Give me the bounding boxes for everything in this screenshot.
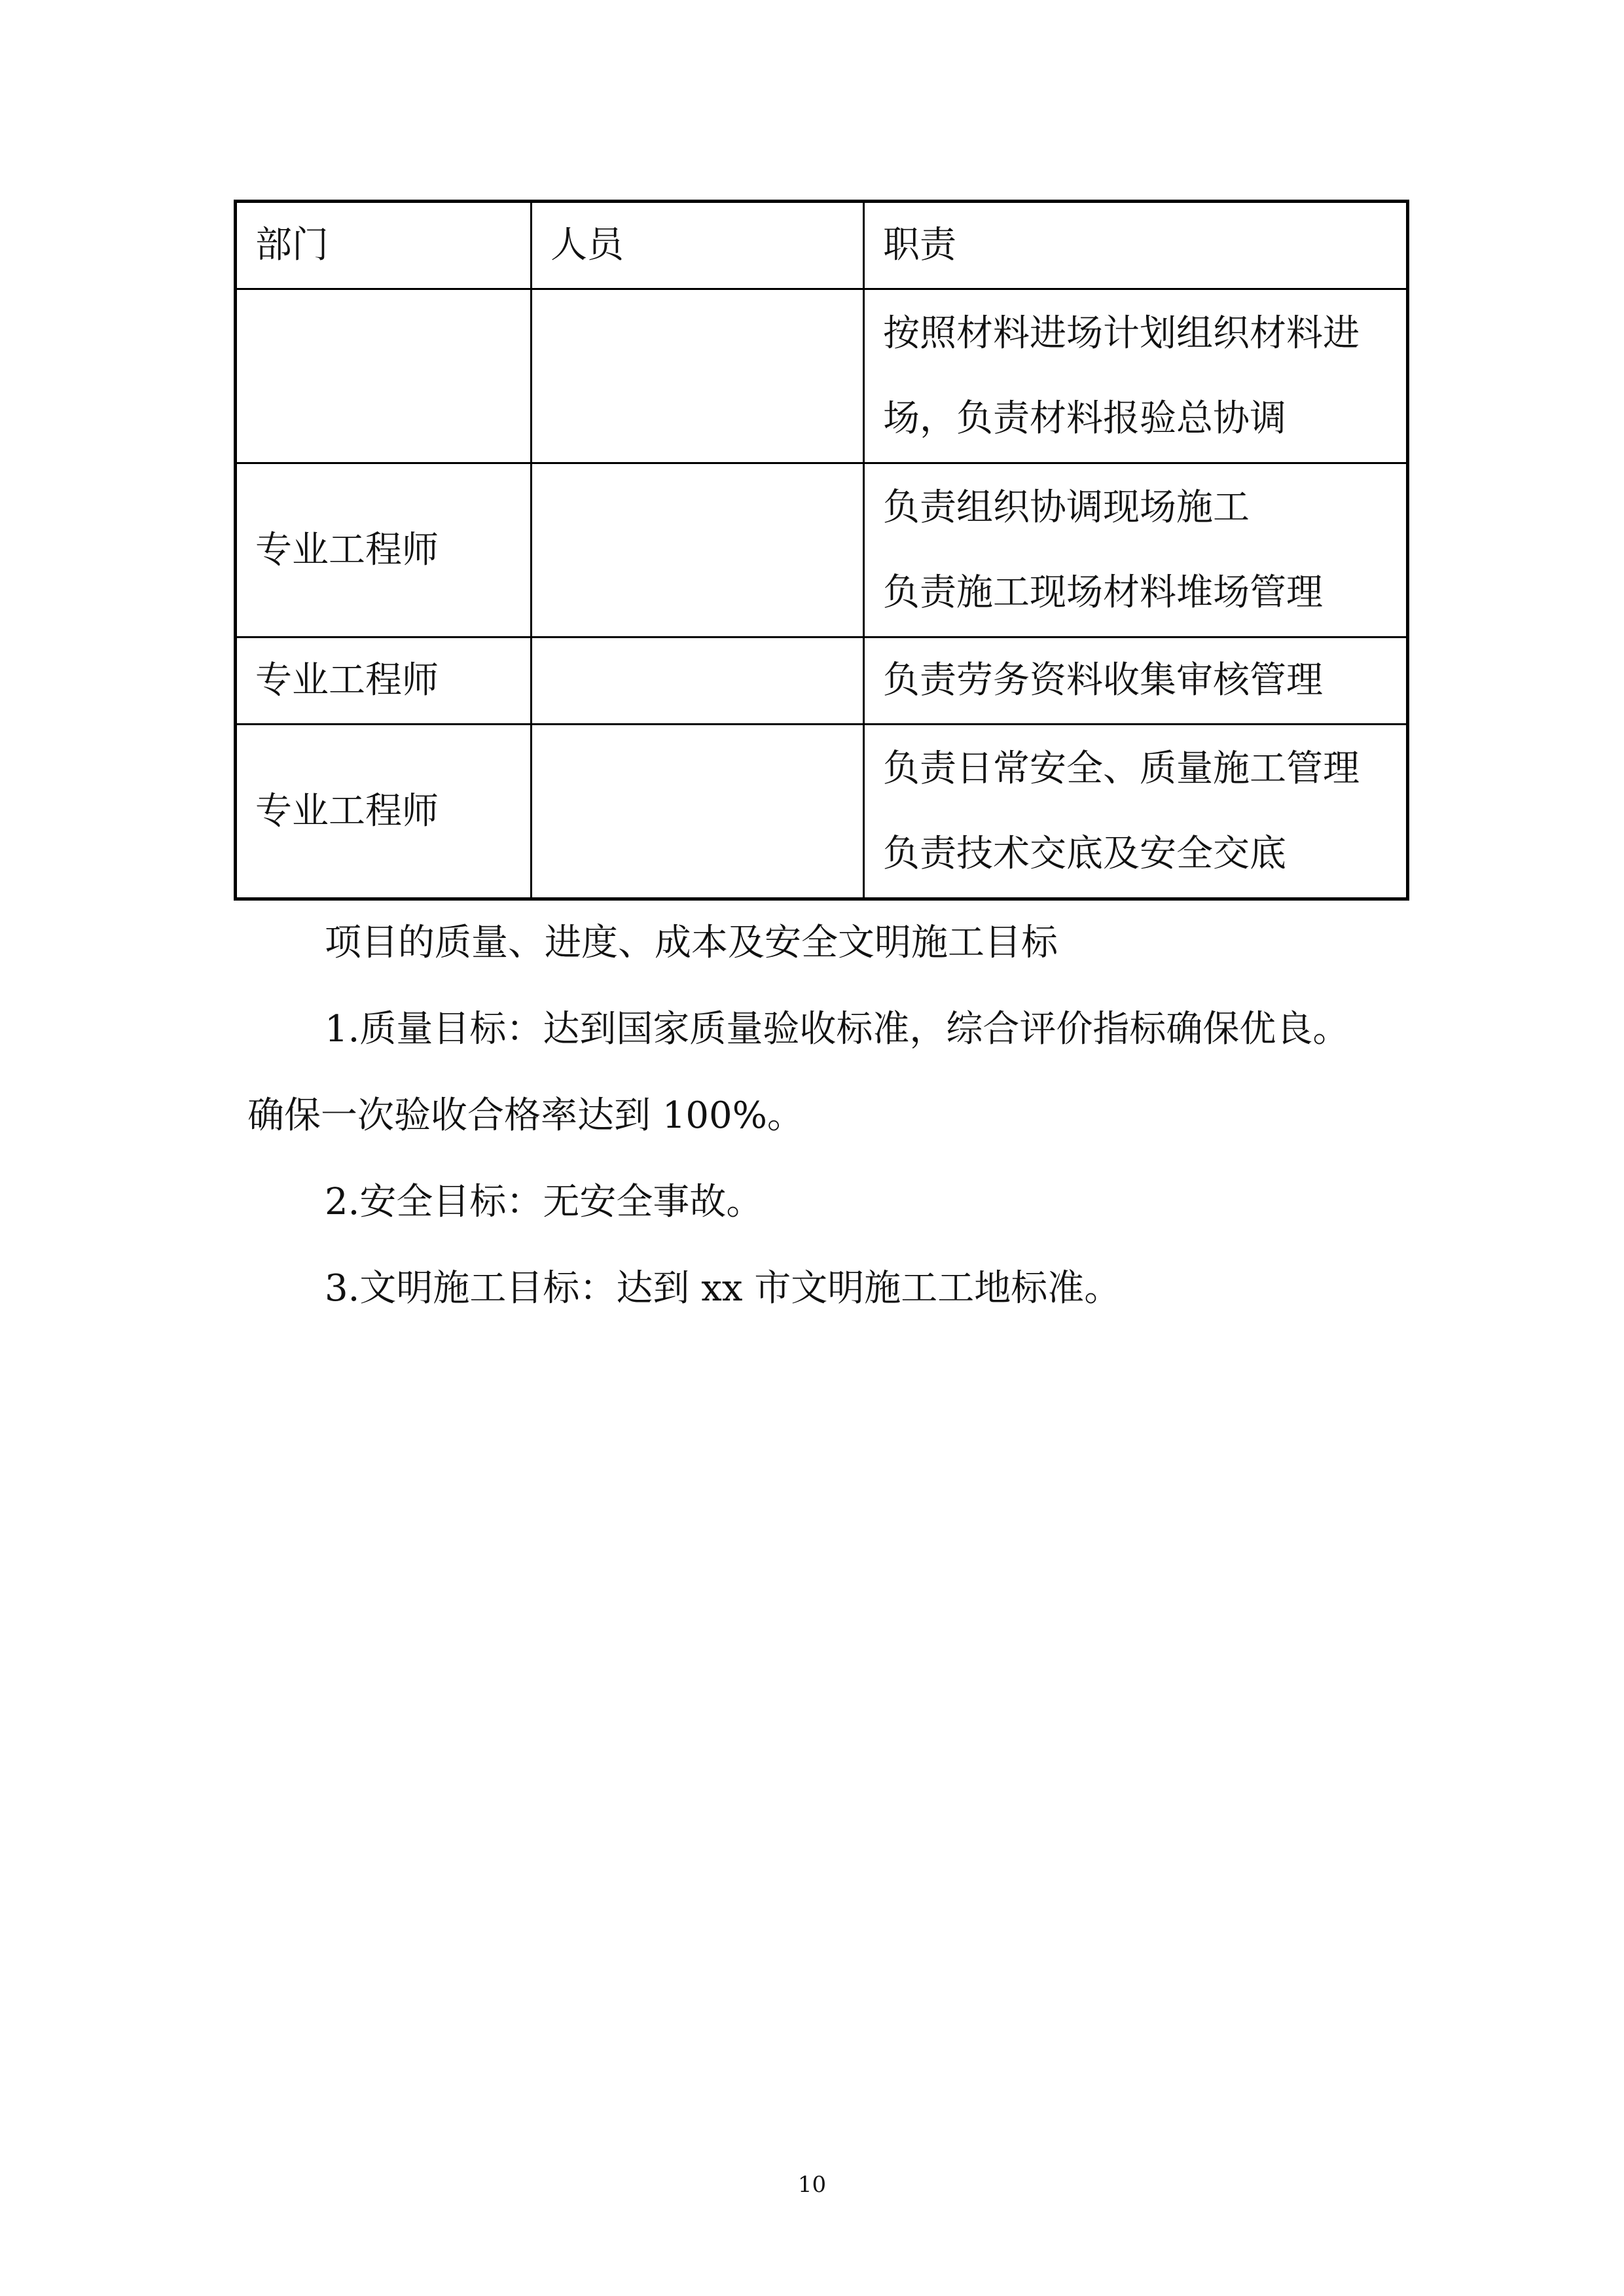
department-cell: 专业工程师 (236, 463, 532, 637)
department-cell: 专业工程师 (236, 637, 532, 725)
duty-line: 场，负责材料报验总协调 (883, 397, 1286, 440)
table-row (236, 289, 1408, 463)
duties-cell (864, 463, 1408, 637)
quality-goal-continuation: 确保一次验收合格率达到 100%。 (247, 1094, 804, 1137)
duties-cell (864, 289, 1408, 463)
duty-line: 负责日常安全、质量施工管理 (883, 747, 1360, 790)
table-row (236, 637, 1408, 725)
duty-line: 负责施工现场材料堆场管理 (883, 571, 1323, 614)
civilized-construction-goal-paragraph: 3.文明施工目标：达到 xx 市文明施工工地标准。 (325, 1267, 1121, 1310)
department-cell (236, 289, 532, 463)
table-row (236, 463, 1408, 637)
duty-line: 负责组织协调现场施工 (883, 486, 1250, 529)
personnel-cell (532, 289, 864, 463)
header-personnel: 人员 (532, 202, 864, 289)
duties-cell (864, 637, 1408, 725)
duty-line: 负责技术交底及安全交底 (883, 832, 1286, 875)
header-duties: 职责 (864, 202, 1408, 289)
page-number: 10 (797, 2172, 827, 2198)
personnel-cell (532, 725, 864, 899)
goals-heading: 项目的质量、进度、成本及安全文明施工目标 (325, 922, 1058, 964)
table-row (236, 725, 1408, 899)
duty-line: 负责劳务资料收集审核管理 (883, 659, 1323, 702)
duty-line: 按照材料进场计划组织材料进 (883, 312, 1360, 355)
department-cell: 专业工程师 (236, 725, 532, 899)
header-department: 部门 (236, 202, 532, 289)
table-header-row (236, 202, 1408, 289)
personnel-cell (532, 463, 864, 637)
quality-goal-paragraph: 1.质量目标：达到国家质量验收标准，综合评价指标确保优良。 (325, 1008, 1350, 1050)
responsibility-table (234, 200, 1409, 901)
duties-cell (864, 725, 1408, 899)
personnel-cell (532, 637, 864, 725)
safety-goal-paragraph: 2.安全目标：无安全事故。 (325, 1181, 763, 1223)
